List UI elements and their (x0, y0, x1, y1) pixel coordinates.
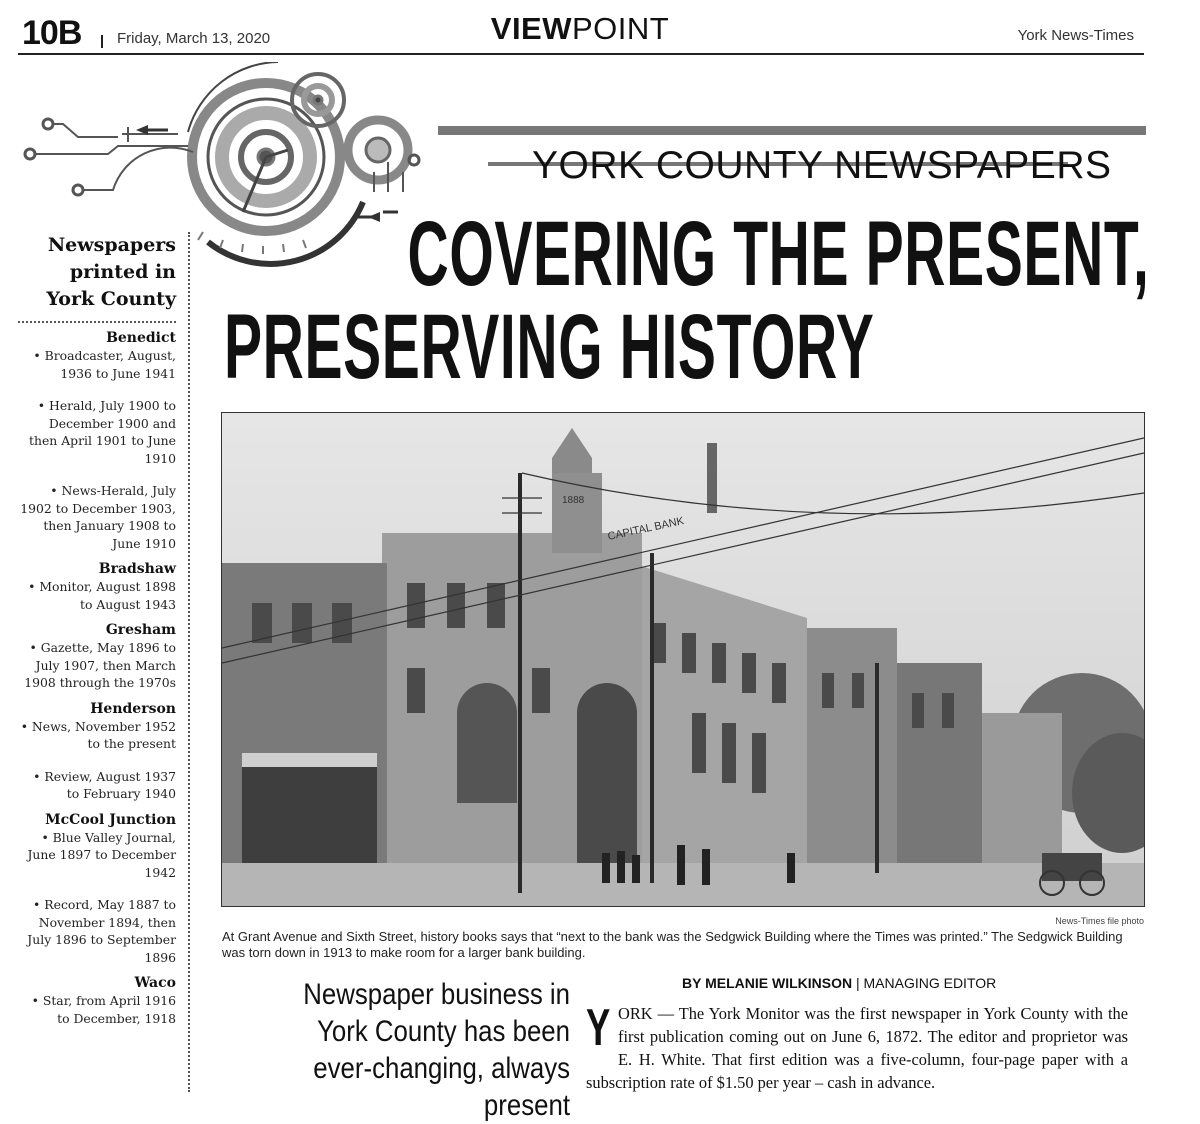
byline-title: | MANAGING EDITOR (855, 975, 997, 991)
sidebar-entry: • Broadcaster, August, 1936 to June 1941 (33, 348, 176, 381)
sidebar-town-bradshaw: Bradshaw (98, 561, 176, 577)
article-body (586, 999, 1128, 1094)
sidebar-divider (188, 232, 190, 1092)
deck-subheadline: Newspaper business in York County has been ever-changing, always present (303, 978, 570, 1122)
headline-line-1: COVERING THE PRESENT, (407, 203, 1150, 305)
historic-street-photo (222, 413, 1144, 906)
sidebar-entry: • Gazette, May 1896 to July 1907, then March 1908 through the 1970s (24, 640, 176, 690)
building-sign-text: CAPITAL BANK (606, 515, 686, 543)
sidebar-entry: • Blue Valley Journal, June 1897 to December 1942 (27, 829, 176, 880)
byline (682, 975, 996, 991)
drop-cap: Y (586, 999, 611, 1057)
sidebar-entry: • News, November 1952 to the present (20, 718, 176, 751)
sidebar-town-waco: Waco (134, 975, 176, 991)
headline (224, 203, 1150, 398)
sidebar-town-mccool-junction: McCool Junction (45, 811, 176, 828)
headline-line-2: PRESERVING HISTORY (224, 296, 875, 398)
photo-caption: At Grant Avenue and Sixth Street, history books says that “next to the bank was the Sedgwick Building where the Times was printed.” The Sedgwick Building was torn down in 1913 to make room for a larger bank building. (222, 929, 1123, 960)
photo-credit: News-Times file photo (1055, 916, 1144, 926)
sidebar-title (20, 232, 176, 313)
section-name (0, 11, 1160, 47)
sidebar-entry: • Review, August 1937 to February 1940 (33, 768, 176, 801)
issue-date: Friday, March 13, 2020 (117, 30, 271, 47)
byline-author: BY MELANIE WILKINSON (682, 975, 853, 991)
building-date-marker: 1888 (562, 495, 585, 506)
sidebar-entry: • Monitor, August 1898 to August 1943 (28, 579, 176, 612)
sidebar-entry: • Star, from April 1916 to December, 1918 (31, 993, 176, 1026)
sidebar-entry: • Herald, July 1900 to December 1900 and then April 1901 to June 1910 (29, 398, 176, 466)
sidebar-title-line: printed in (69, 261, 176, 283)
sidebar-title-line: York County (46, 288, 176, 310)
top-bar (438, 126, 1146, 135)
newspaper-name: York News-Times (1017, 27, 1134, 44)
sidebar-dotted-rule (18, 321, 176, 323)
section-name-bold: VIEW (490, 11, 572, 46)
page-number: 10B (22, 14, 82, 52)
sidebar-entry: • News-Herald, July 1902 to December 1903, then January 1908 to June 1910 (20, 483, 176, 551)
sidebar-entry: • Record, May 1887 to November 1894, then July 1896 to September 1896 (27, 897, 176, 965)
sidebar-town-henderson: Henderson (90, 700, 176, 717)
sidebar-title-line: Newspapers (47, 234, 176, 256)
section-name-light: POINT (572, 11, 670, 46)
sidebar-newspaper-list (20, 232, 176, 1027)
sidebar-town-benedict: Benedict (106, 330, 176, 346)
kicker: YORK COUNTY NEWSPAPERS (532, 144, 1112, 187)
article-body-text: ORK — The York Monitor was the first newspaper in York County with the first publication coming out on June 6, 1872. The editor and proprietor was E. H. White. That first edition was a five-column, four-page paper with a subscription rate of $1.50 per year – cash in advance. (586, 1004, 1128, 1092)
sidebar-town-gresham: Gresham (105, 622, 176, 638)
photo-illustration (222, 413, 1144, 906)
header-rule (18, 53, 1144, 55)
